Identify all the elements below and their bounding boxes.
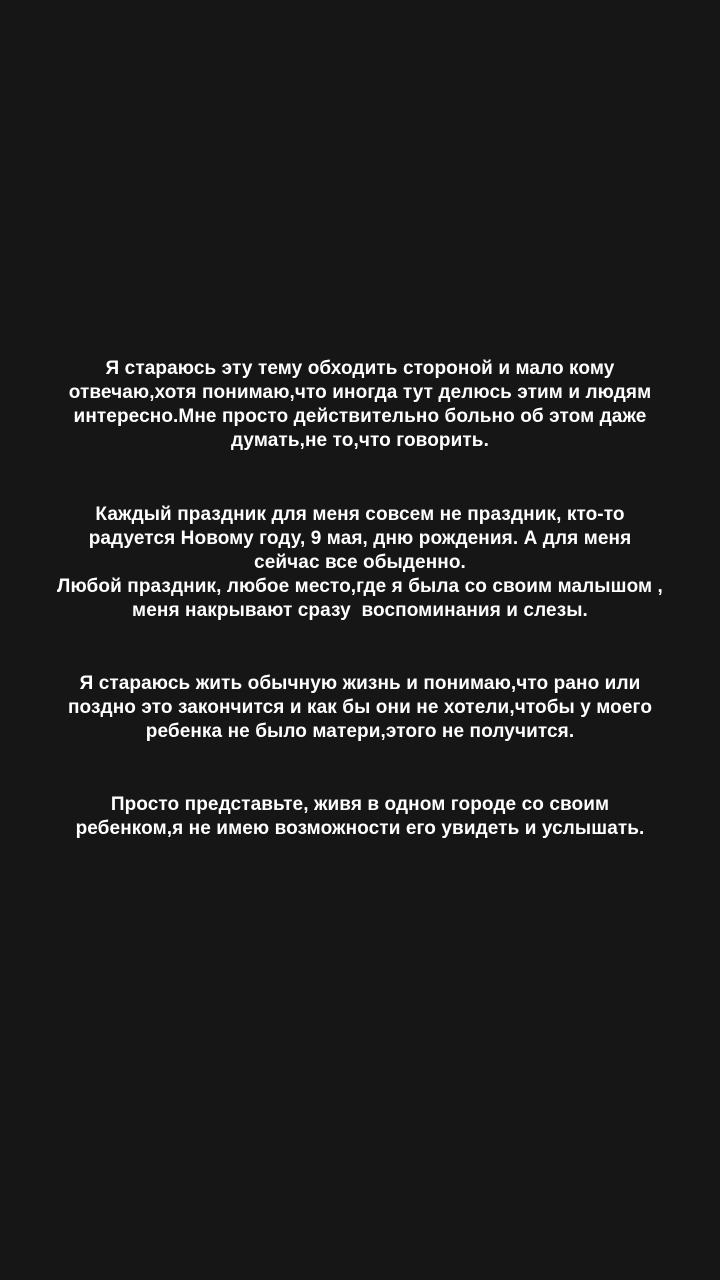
text-line: ребенком,я не имею возможности его увидеть и услышать. xyxy=(75,818,645,839)
story-text-paragraph-1 xyxy=(0,357,720,453)
text-line: Каждый праздник для меня совсем не праздник, кто-то xyxy=(95,504,625,525)
text-line: сейчас все обыденно. xyxy=(254,552,466,573)
text-line: Я стараюсь жить обычную жизнь и понимаю,что рано или xyxy=(79,673,641,694)
text-line: радуется Новому году, 9 мая, дню рождения. А для меня xyxy=(88,528,632,549)
text-line: интересно.Мне просто действительно больно об этом даже xyxy=(73,406,647,427)
text-line: думать,не то,что говорить. xyxy=(231,430,489,451)
text-line: меня накрывают сразу воспоминания и слезы. xyxy=(132,600,588,621)
text-line: поздно это закончится и как бы они не хотели,чтобы у моего xyxy=(67,697,653,718)
text-line: Просто представьте, живя в одном городе со своим xyxy=(110,794,610,815)
story-text-paragraph-2 xyxy=(0,503,720,623)
text-line: ребенка не было матери,этого не получится. xyxy=(145,721,575,742)
text-line: Любой праздник, любое место,где я была со своим малышом , xyxy=(57,576,663,597)
text-line: отвечаю,хотя понимаю,что иногда тут делюсь этим и людям xyxy=(68,382,652,403)
story-text-paragraph-4 xyxy=(0,793,720,841)
text-line: Я стараюсь эту тему обходить стороной и мало кому xyxy=(105,358,615,379)
story-text-paragraph-3 xyxy=(0,672,720,744)
